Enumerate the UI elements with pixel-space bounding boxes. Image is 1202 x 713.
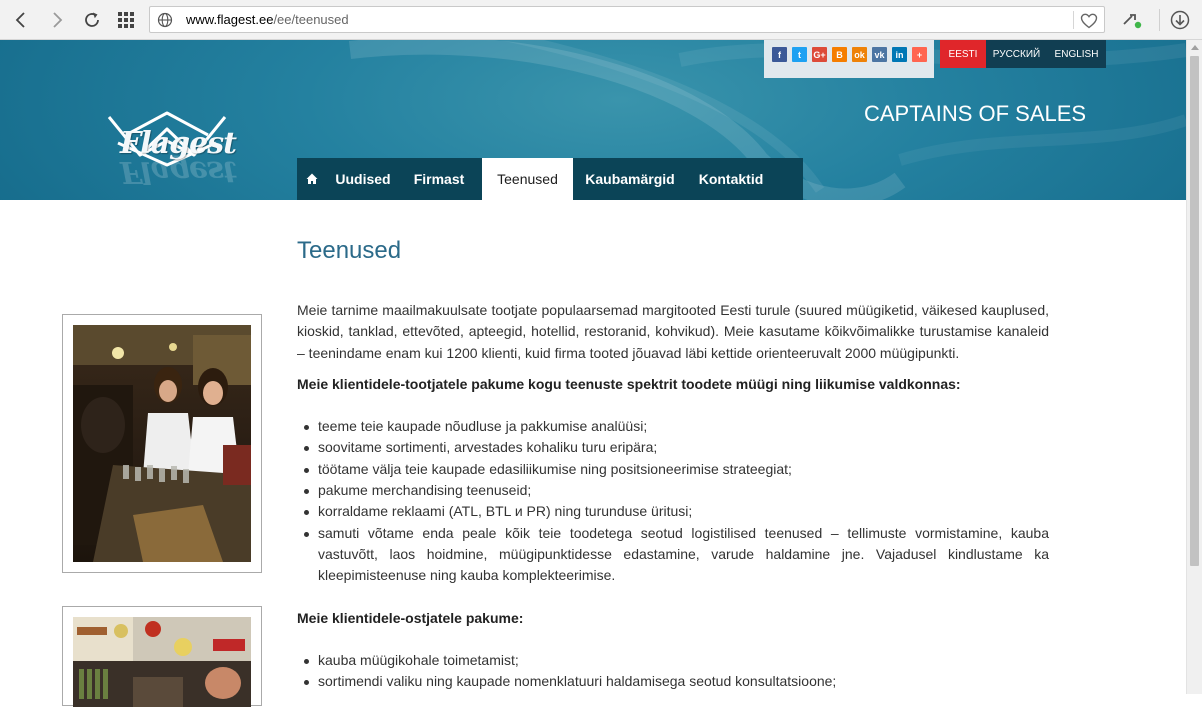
- section2-list: [297, 650, 1049, 693]
- google-plus-icon[interactable]: G+: [812, 47, 827, 62]
- site-header: [0, 40, 1186, 200]
- site-slogan: CAPTAINS OF SALES: [864, 101, 1087, 126]
- list-item: korraldame reklaami (ATL, BTL и PR) ning turunduse üritusi;: [318, 501, 1049, 522]
- store-promotion-photo: [73, 325, 251, 562]
- section1-list: [297, 416, 1049, 586]
- menu-item-teenused[interactable]: Teenused: [482, 158, 573, 200]
- lang-estonian[interactable]: EESTI: [940, 40, 986, 68]
- list-item: pakume merchandising teenuseid;: [318, 480, 1049, 501]
- browser-toolbar: [0, 0, 1202, 40]
- facebook-icon[interactable]: f: [772, 47, 787, 62]
- back-button[interactable]: [8, 7, 34, 33]
- reload-icon: [82, 10, 102, 30]
- address-bar-divider: [1073, 11, 1074, 29]
- page-content: [297, 300, 1049, 713]
- globe-icon: [157, 12, 173, 28]
- turbo-icon[interactable]: [1120, 8, 1144, 32]
- forward-arrow-icon: [47, 10, 67, 30]
- list-item: soovitame sortimenti, arvestades kohaliku turu eripära;: [318, 437, 1049, 458]
- toolbar-divider: [1159, 9, 1160, 31]
- page-title: Teenused: [297, 237, 402, 264]
- vk-icon[interactable]: vk: [872, 47, 887, 62]
- menu-item-uudised[interactable]: Uudised: [335, 171, 391, 187]
- main-menu: [297, 158, 803, 200]
- home-icon: [306, 173, 318, 185]
- list-item: teeme teie kaupade nõudluse ja pakkumise analüüsi;: [318, 416, 1049, 437]
- linkedin-icon[interactable]: in: [892, 47, 907, 62]
- back-arrow-icon: [11, 10, 31, 30]
- forward-button[interactable]: [44, 7, 70, 33]
- scroll-up-arrow-icon[interactable]: [1191, 45, 1199, 50]
- lang-russian[interactable]: РУССКИЙ: [986, 40, 1047, 68]
- logo-text[interactable]: Flagest: [120, 126, 236, 161]
- odnoklassniki-icon[interactable]: ok: [852, 47, 867, 62]
- section2-lead: Meie klientidele-ostjatele pakume:: [297, 609, 524, 626]
- photo-illustration: [73, 325, 251, 562]
- url-path: /ee/teenused: [273, 12, 349, 27]
- blogger-icon[interactable]: B: [832, 47, 847, 62]
- download-icon[interactable]: [1168, 8, 1192, 32]
- social-share-bar: [764, 40, 934, 78]
- logo-reflection: Flagest: [120, 154, 236, 189]
- lang-english[interactable]: ENGLISH: [1047, 40, 1106, 68]
- list-item: töötame välja teie kaupade edasiliikumise ning positsioneerimise strateegiat;: [318, 459, 1049, 480]
- photo-frame-2: [62, 606, 262, 706]
- url-host: www.flagest.ee: [186, 12, 274, 27]
- speed-dial-button[interactable]: [113, 7, 139, 33]
- list-item: sortimendi valiku ning kaupade nomenklatuuri haldamisega seotud konsultatsioone;: [318, 671, 1049, 692]
- list-item: samuti võtame enda peale kõik teie toodetega seotud logistilised teenused – tellimuste vormistamine, kauba vastuvõtt, laos hoidmine, müügipunktidesse edastamine, varude haldamine jne. Vajadusel kindlustame ka kleepimisteenuse ning kauba komplekteerimise.: [318, 523, 1049, 587]
- menu-item-firmast[interactable]: Firmast: [413, 171, 465, 187]
- intro-paragraph: Meie tarnime maailmakuulsate tootjate populaarsemad margitooted Eesti turule (suured müügiketid, väikesed kauplused, kioskid, tanklad, ettevõted, apteegid, hotellid, restoranid, kohvikud). Meie kasutame kõikvõimalikke turustamise kanaleid – teenindame enam kui 1200 klienti, kuid firma tooted jõuavad läbi kettide orienteeruvalt 2000 müügipunkti.: [297, 302, 1049, 361]
- photo-frame-1: [62, 314, 262, 573]
- reload-button[interactable]: [79, 7, 105, 33]
- menu-item-kaubamargid[interactable]: Kaubamärgid: [585, 171, 675, 187]
- twitter-icon[interactable]: t: [792, 47, 807, 62]
- url-text[interactable]: [186, 12, 349, 27]
- menu-item-kontaktid[interactable]: Kontaktid: [698, 171, 764, 187]
- heart-icon[interactable]: [1079, 11, 1099, 31]
- list-item: kauba müügikohale toimetamist;: [318, 650, 1049, 671]
- scroll-thumb[interactable]: [1190, 56, 1199, 566]
- grid-icon: [116, 10, 136, 30]
- address-bar[interactable]: [149, 6, 1105, 33]
- vertical-scrollbar[interactable]: [1186, 40, 1202, 694]
- more-share-icon[interactable]: +: [912, 47, 927, 62]
- section1-lead: Meie klientidele-tootjatele pakume kogu teenuste spektrit toodete müügi ning liikumise valdkonnas:: [297, 375, 961, 392]
- menu-home[interactable]: [297, 158, 327, 200]
